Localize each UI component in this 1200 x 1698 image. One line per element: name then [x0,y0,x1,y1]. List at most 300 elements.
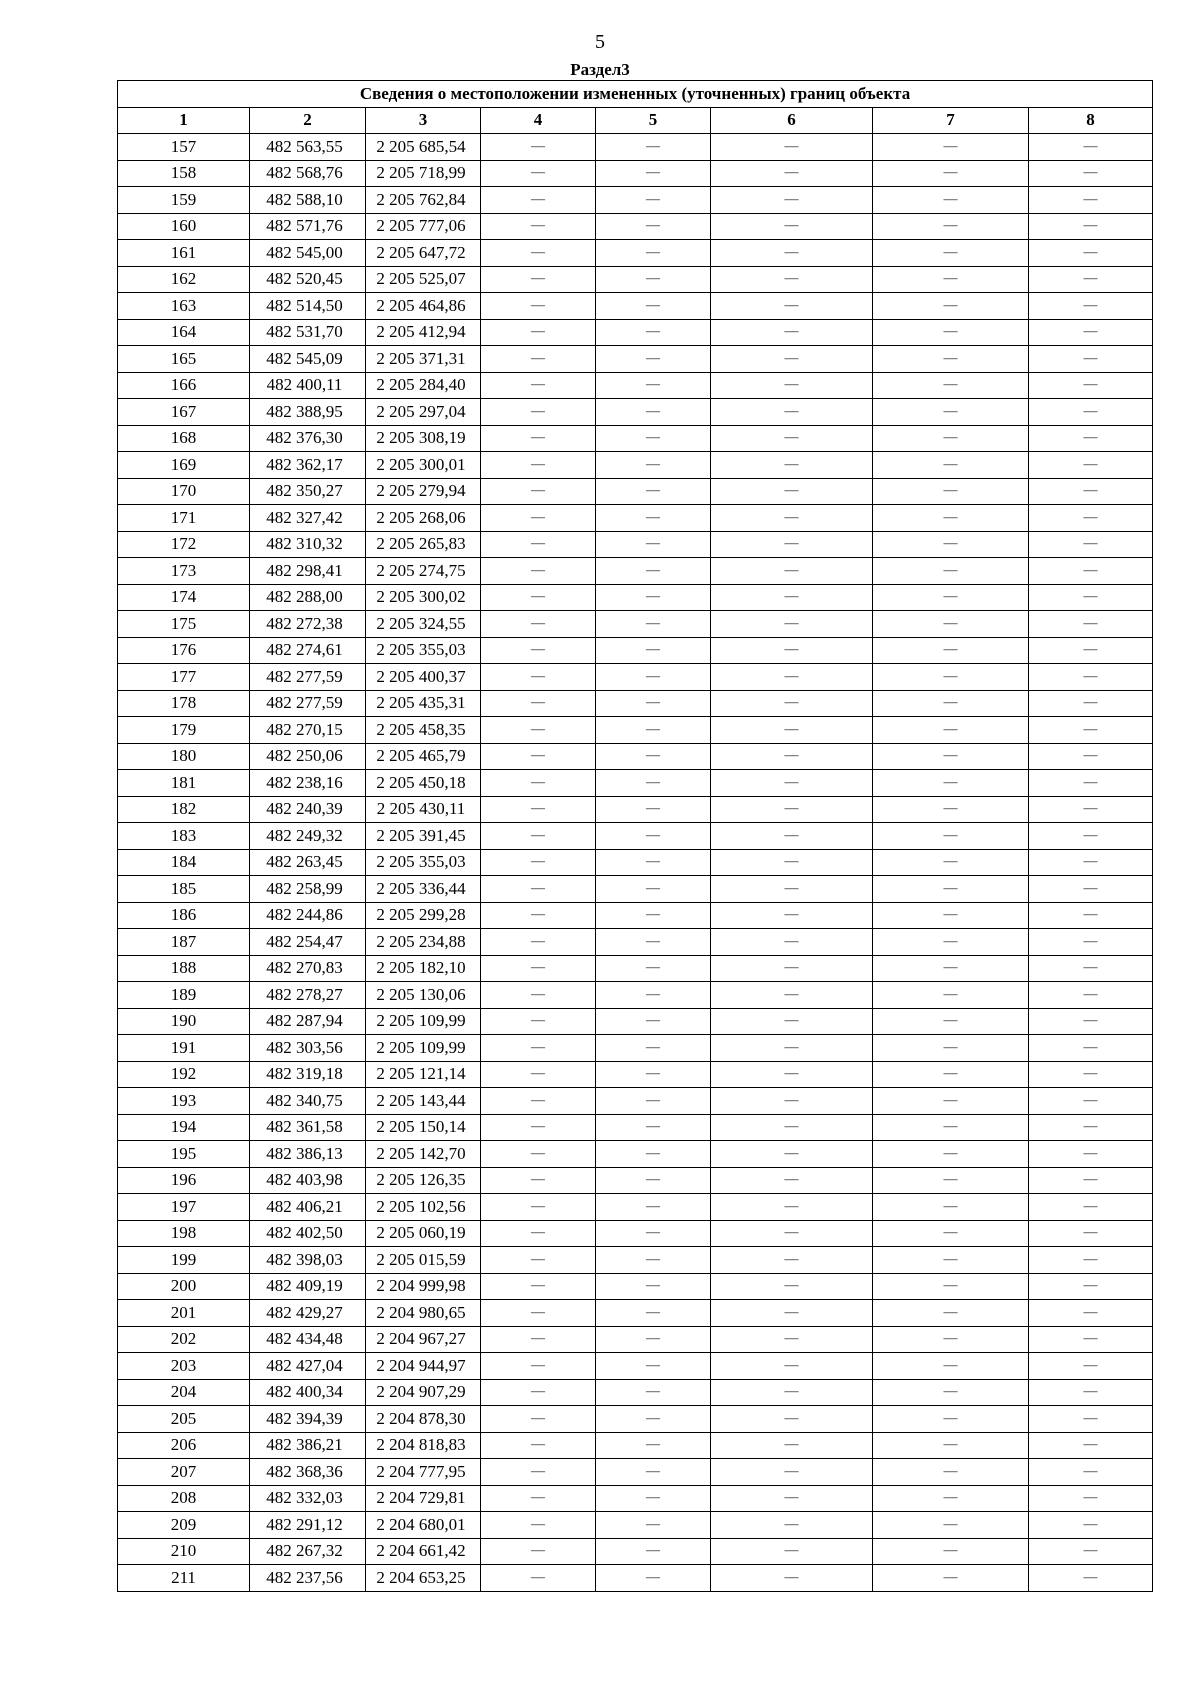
table-row [118,823,1153,850]
empty-value-cell: — [873,1300,1029,1327]
x-coordinate-cell: 482 340,75 [250,1088,366,1115]
x-coordinate-cell: 482 291,12 [250,1512,366,1539]
empty-value-cell: — [711,187,873,214]
empty-value-cell: — [1029,452,1153,479]
empty-value-cell: — [481,319,596,346]
empty-value-cell: — [711,584,873,611]
empty-value-cell: — [873,982,1029,1009]
empty-value-cell: — [481,690,596,717]
x-coordinate-cell: 482 350,27 [250,478,366,505]
point-number-cell: 172 [118,531,250,558]
empty-value-cell: — [1029,584,1153,611]
x-coordinate-cell: 482 277,59 [250,664,366,691]
empty-value-cell: — [1029,1538,1153,1565]
empty-value-cell: — [711,558,873,585]
y-coordinate-cell: 2 204 999,98 [366,1273,481,1300]
point-number-cell: 186 [118,902,250,929]
y-coordinate-cell: 2 205 234,88 [366,929,481,956]
empty-value-cell: — [1029,478,1153,505]
empty-value-cell: — [711,1008,873,1035]
x-coordinate-cell: 482 310,32 [250,531,366,558]
empty-value-cell: — [873,187,1029,214]
empty-value-cell: — [1029,266,1153,293]
y-coordinate-cell: 2 204 967,27 [366,1326,481,1353]
y-coordinate-cell: 2 205 525,07 [366,266,481,293]
x-coordinate-cell: 482 267,32 [250,1538,366,1565]
x-coordinate-cell: 482 376,30 [250,425,366,452]
point-number-cell: 184 [118,849,250,876]
empty-value-cell: — [711,372,873,399]
column-header: 7 [873,107,1029,134]
empty-value-cell: — [481,160,596,187]
column-header: 4 [481,107,596,134]
x-coordinate-cell: 482 563,55 [250,134,366,161]
x-coordinate-cell: 482 403,98 [250,1167,366,1194]
empty-value-cell: — [596,1406,711,1433]
empty-value-cell: — [711,1035,873,1062]
empty-value-cell: — [873,531,1029,558]
table-row [118,531,1153,558]
empty-value-cell: — [596,1141,711,1168]
table-row [118,1406,1153,1433]
empty-value-cell: — [873,1273,1029,1300]
empty-value-cell: — [1029,1353,1153,1380]
x-coordinate-cell: 482 409,19 [250,1273,366,1300]
empty-value-cell: — [481,796,596,823]
point-number-cell: 201 [118,1300,250,1327]
empty-value-cell: — [873,796,1029,823]
empty-value-cell: — [596,1114,711,1141]
table-row [118,584,1153,611]
empty-value-cell: — [873,743,1029,770]
point-number-cell: 190 [118,1008,250,1035]
empty-value-cell: — [596,1273,711,1300]
empty-value-cell: — [1029,134,1153,161]
x-coordinate-cell: 482 287,94 [250,1008,366,1035]
table-row [118,213,1153,240]
empty-value-cell: — [596,505,711,532]
point-number-cell: 194 [118,1114,250,1141]
empty-value-cell: — [873,1406,1029,1433]
table-row [118,505,1153,532]
empty-value-cell: — [711,1273,873,1300]
empty-value-cell: — [481,399,596,426]
empty-value-cell: — [873,1008,1029,1035]
point-number-cell: 176 [118,637,250,664]
empty-value-cell: — [596,770,711,797]
empty-value-cell: — [1029,425,1153,452]
empty-value-cell: — [873,1459,1029,1486]
empty-value-cell: — [711,1565,873,1592]
empty-value-cell: — [481,1035,596,1062]
empty-value-cell: — [481,664,596,691]
x-coordinate-cell: 482 545,09 [250,346,366,373]
empty-value-cell: — [1029,1008,1153,1035]
y-coordinate-cell: 2 205 150,14 [366,1114,481,1141]
y-coordinate-cell: 2 204 661,42 [366,1538,481,1565]
empty-value-cell: — [481,1088,596,1115]
empty-value-cell: — [873,1088,1029,1115]
table-row [118,982,1153,1009]
empty-value-cell: — [711,240,873,267]
empty-value-cell: — [711,293,873,320]
empty-value-cell: — [1029,213,1153,240]
x-coordinate-cell: 482 394,39 [250,1406,366,1433]
x-coordinate-cell: 482 545,00 [250,240,366,267]
table-row [118,876,1153,903]
empty-value-cell: — [873,1141,1029,1168]
empty-value-cell: — [481,134,596,161]
x-coordinate-cell: 482 568,76 [250,160,366,187]
empty-value-cell: — [873,452,1029,479]
y-coordinate-cell: 2 205 324,55 [366,611,481,638]
table-row [118,743,1153,770]
empty-value-cell: — [1029,1300,1153,1327]
empty-value-cell: — [481,584,596,611]
empty-value-cell: — [873,1114,1029,1141]
y-coordinate-cell: 2 205 279,94 [366,478,481,505]
point-number-cell: 208 [118,1485,250,1512]
table-row [118,1300,1153,1327]
table-row [118,1167,1153,1194]
empty-value-cell: — [711,1353,873,1380]
empty-value-cell: — [596,876,711,903]
empty-value-cell: — [711,1406,873,1433]
empty-value-cell: — [596,955,711,982]
empty-value-cell: — [711,1485,873,1512]
y-coordinate-cell: 2 204 944,97 [366,1353,481,1380]
point-number-cell: 188 [118,955,250,982]
empty-value-cell: — [481,1538,596,1565]
empty-value-cell: — [1029,293,1153,320]
y-coordinate-cell: 2 204 818,83 [366,1432,481,1459]
x-coordinate-cell: 482 240,39 [250,796,366,823]
empty-value-cell: — [596,1061,711,1088]
table-row [118,1432,1153,1459]
empty-value-cell: — [1029,902,1153,929]
empty-value-cell: — [596,240,711,267]
table-row [118,1273,1153,1300]
empty-value-cell: — [481,240,596,267]
empty-value-cell: — [481,425,596,452]
table-row [118,1326,1153,1353]
empty-value-cell: — [481,1326,596,1353]
empty-value-cell: — [481,1141,596,1168]
empty-value-cell: — [596,637,711,664]
empty-value-cell: — [873,929,1029,956]
empty-value-cell: — [596,796,711,823]
empty-value-cell: — [481,1353,596,1380]
empty-value-cell: — [596,372,711,399]
x-coordinate-cell: 482 571,76 [250,213,366,240]
table-row [118,372,1153,399]
empty-value-cell: — [481,611,596,638]
empty-value-cell: — [873,1485,1029,1512]
empty-value-cell: — [596,1035,711,1062]
empty-value-cell: — [1029,1485,1153,1512]
y-coordinate-cell: 2 204 980,65 [366,1300,481,1327]
empty-value-cell: — [873,902,1029,929]
x-coordinate-cell: 482 277,59 [250,690,366,717]
empty-value-cell: — [481,346,596,373]
empty-value-cell: — [873,1061,1029,1088]
empty-value-cell: — [873,213,1029,240]
empty-value-cell: — [873,1220,1029,1247]
empty-value-cell: — [711,1326,873,1353]
empty-value-cell: — [1029,505,1153,532]
x-coordinate-cell: 482 386,13 [250,1141,366,1168]
empty-value-cell: — [711,664,873,691]
table-row [118,1459,1153,1486]
y-coordinate-cell: 2 205 130,06 [366,982,481,1009]
x-coordinate-cell: 482 429,27 [250,1300,366,1327]
point-number-cell: 157 [118,134,250,161]
column-header: 5 [596,107,711,134]
empty-value-cell: — [596,319,711,346]
point-number-cell: 180 [118,743,250,770]
empty-value-cell: — [711,955,873,982]
point-number-cell: 169 [118,452,250,479]
point-number-cell: 175 [118,611,250,638]
table-row [118,1114,1153,1141]
x-coordinate-cell: 482 238,16 [250,770,366,797]
empty-value-cell: — [873,399,1029,426]
y-coordinate-cell: 2 204 777,95 [366,1459,481,1486]
point-number-cell: 193 [118,1088,250,1115]
table-row [118,929,1153,956]
point-number-cell: 167 [118,399,250,426]
x-coordinate-cell: 482 250,06 [250,743,366,770]
point-number-cell: 203 [118,1353,250,1380]
empty-value-cell: — [873,1353,1029,1380]
empty-value-cell: — [1029,770,1153,797]
y-coordinate-cell: 2 205 336,44 [366,876,481,903]
empty-value-cell: — [481,293,596,320]
empty-value-cell: — [1029,240,1153,267]
empty-value-cell: — [481,929,596,956]
y-coordinate-cell: 2 205 102,56 [366,1194,481,1221]
empty-value-cell: — [481,823,596,850]
y-coordinate-cell: 2 205 355,03 [366,849,481,876]
empty-value-cell: — [711,717,873,744]
x-coordinate-cell: 482 258,99 [250,876,366,903]
empty-value-cell: — [596,1247,711,1274]
x-coordinate-cell: 482 400,11 [250,372,366,399]
y-coordinate-cell: 2 205 109,99 [366,1035,481,1062]
empty-value-cell: — [481,717,596,744]
empty-value-cell: — [1029,1459,1153,1486]
empty-value-cell: — [481,505,596,532]
point-number-cell: 158 [118,160,250,187]
table-body [118,134,1153,1592]
empty-value-cell: — [1029,955,1153,982]
empty-value-cell: — [481,1379,596,1406]
empty-value-cell: — [711,425,873,452]
empty-value-cell: — [873,664,1029,691]
empty-value-cell: — [596,1008,711,1035]
x-coordinate-cell: 482 237,56 [250,1565,366,1592]
x-coordinate-cell: 482 588,10 [250,187,366,214]
table-row [118,160,1153,187]
empty-value-cell: — [1029,1194,1153,1221]
y-coordinate-cell: 2 205 182,10 [366,955,481,982]
empty-value-cell: — [711,266,873,293]
x-coordinate-cell: 482 400,34 [250,1379,366,1406]
y-coordinate-cell: 2 205 060,19 [366,1220,481,1247]
table-row [118,717,1153,744]
table-row [118,1008,1153,1035]
empty-value-cell: — [481,1194,596,1221]
point-number-cell: 210 [118,1538,250,1565]
point-number-cell: 168 [118,425,250,452]
empty-value-cell: — [596,823,711,850]
empty-value-cell: — [711,876,873,903]
empty-value-cell: — [481,1432,596,1459]
table-row [118,1353,1153,1380]
x-coordinate-cell: 482 278,27 [250,982,366,1009]
point-number-cell: 165 [118,346,250,373]
empty-value-cell: — [711,1512,873,1539]
table-row [118,452,1153,479]
empty-value-cell: — [481,266,596,293]
x-coordinate-cell: 482 270,83 [250,955,366,982]
table-row [118,346,1153,373]
empty-value-cell: — [711,1114,873,1141]
table-caption: Сведения о местоположении измененных (уточненных) границ объекта [118,81,1153,108]
x-coordinate-cell: 482 249,32 [250,823,366,850]
table-row [118,187,1153,214]
point-number-cell: 161 [118,240,250,267]
y-coordinate-cell: 2 204 878,30 [366,1406,481,1433]
table-row [118,1141,1153,1168]
empty-value-cell: — [711,796,873,823]
y-coordinate-cell: 2 205 777,06 [366,213,481,240]
empty-value-cell: — [481,982,596,1009]
y-coordinate-cell: 2 204 907,29 [366,1379,481,1406]
empty-value-cell: — [1029,319,1153,346]
empty-value-cell: — [596,1194,711,1221]
table-row [118,1220,1153,1247]
empty-value-cell: — [711,1432,873,1459]
table-row [118,1512,1153,1539]
empty-value-cell: — [1029,187,1153,214]
point-number-cell: 173 [118,558,250,585]
empty-value-cell: — [481,1061,596,1088]
table-row [118,266,1153,293]
table-head [118,81,1153,134]
x-coordinate-cell: 482 402,50 [250,1220,366,1247]
empty-value-cell: — [481,1459,596,1486]
y-coordinate-cell: 2 205 458,35 [366,717,481,744]
empty-value-cell: — [596,1485,711,1512]
point-number-cell: 191 [118,1035,250,1062]
empty-value-cell: — [711,982,873,1009]
empty-value-cell: — [711,213,873,240]
empty-value-cell: — [711,319,873,346]
empty-value-cell: — [711,505,873,532]
empty-value-cell: — [1029,690,1153,717]
x-coordinate-cell: 482 298,41 [250,558,366,585]
table-row [118,690,1153,717]
column-header: 3 [366,107,481,134]
empty-value-cell: — [596,1300,711,1327]
empty-value-cell: — [873,1326,1029,1353]
empty-value-cell: — [481,849,596,876]
table-row [118,1538,1153,1565]
table-row [118,240,1153,267]
empty-value-cell: — [873,849,1029,876]
point-number-cell: 192 [118,1061,250,1088]
empty-value-cell: — [873,1379,1029,1406]
table-row [118,955,1153,982]
empty-value-cell: — [596,1459,711,1486]
point-number-cell: 200 [118,1273,250,1300]
empty-value-cell: — [596,266,711,293]
empty-value-cell: — [596,1512,711,1539]
empty-value-cell: — [873,1512,1029,1539]
table-row [118,1088,1153,1115]
point-number-cell: 170 [118,478,250,505]
y-coordinate-cell: 2 204 653,25 [366,1565,481,1592]
empty-value-cell: — [873,823,1029,850]
empty-value-cell: — [596,611,711,638]
empty-value-cell: — [481,1247,596,1274]
empty-value-cell: — [873,558,1029,585]
point-number-cell: 189 [118,982,250,1009]
point-number-cell: 197 [118,1194,250,1221]
empty-value-cell: — [1029,1035,1153,1062]
empty-value-cell: — [873,372,1029,399]
empty-value-cell: — [596,160,711,187]
table-row [118,1194,1153,1221]
y-coordinate-cell: 2 205 718,99 [366,160,481,187]
empty-value-cell: — [596,1538,711,1565]
y-coordinate-cell: 2 205 015,59 [366,1247,481,1274]
empty-value-cell: — [1029,1141,1153,1168]
empty-value-cell: — [711,478,873,505]
table-row [118,611,1153,638]
empty-value-cell: — [596,929,711,956]
y-coordinate-cell: 2 205 142,70 [366,1141,481,1168]
empty-value-cell: — [711,346,873,373]
point-number-cell: 159 [118,187,250,214]
table-row [118,134,1153,161]
x-coordinate-cell: 482 520,45 [250,266,366,293]
empty-value-cell: — [1029,1247,1153,1274]
empty-value-cell: — [481,478,596,505]
x-coordinate-cell: 482 270,15 [250,717,366,744]
y-coordinate-cell: 2 204 680,01 [366,1512,481,1539]
x-coordinate-cell: 482 362,17 [250,452,366,479]
empty-value-cell: — [596,743,711,770]
empty-value-cell: — [1029,399,1153,426]
empty-value-cell: — [711,902,873,929]
y-coordinate-cell: 2 205 126,35 [366,1167,481,1194]
empty-value-cell: — [1029,1220,1153,1247]
table-row [118,478,1153,505]
empty-value-cell: — [481,1008,596,1035]
y-coordinate-cell: 2 205 391,45 [366,823,481,850]
table-row [118,1379,1153,1406]
empty-value-cell: — [873,717,1029,744]
x-coordinate-cell: 482 332,03 [250,1485,366,1512]
y-coordinate-cell: 2 205 450,18 [366,770,481,797]
empty-value-cell: — [1029,1114,1153,1141]
empty-value-cell: — [596,902,711,929]
empty-value-cell: — [1029,849,1153,876]
empty-value-cell: — [1029,1512,1153,1539]
x-coordinate-cell: 482 254,47 [250,929,366,956]
